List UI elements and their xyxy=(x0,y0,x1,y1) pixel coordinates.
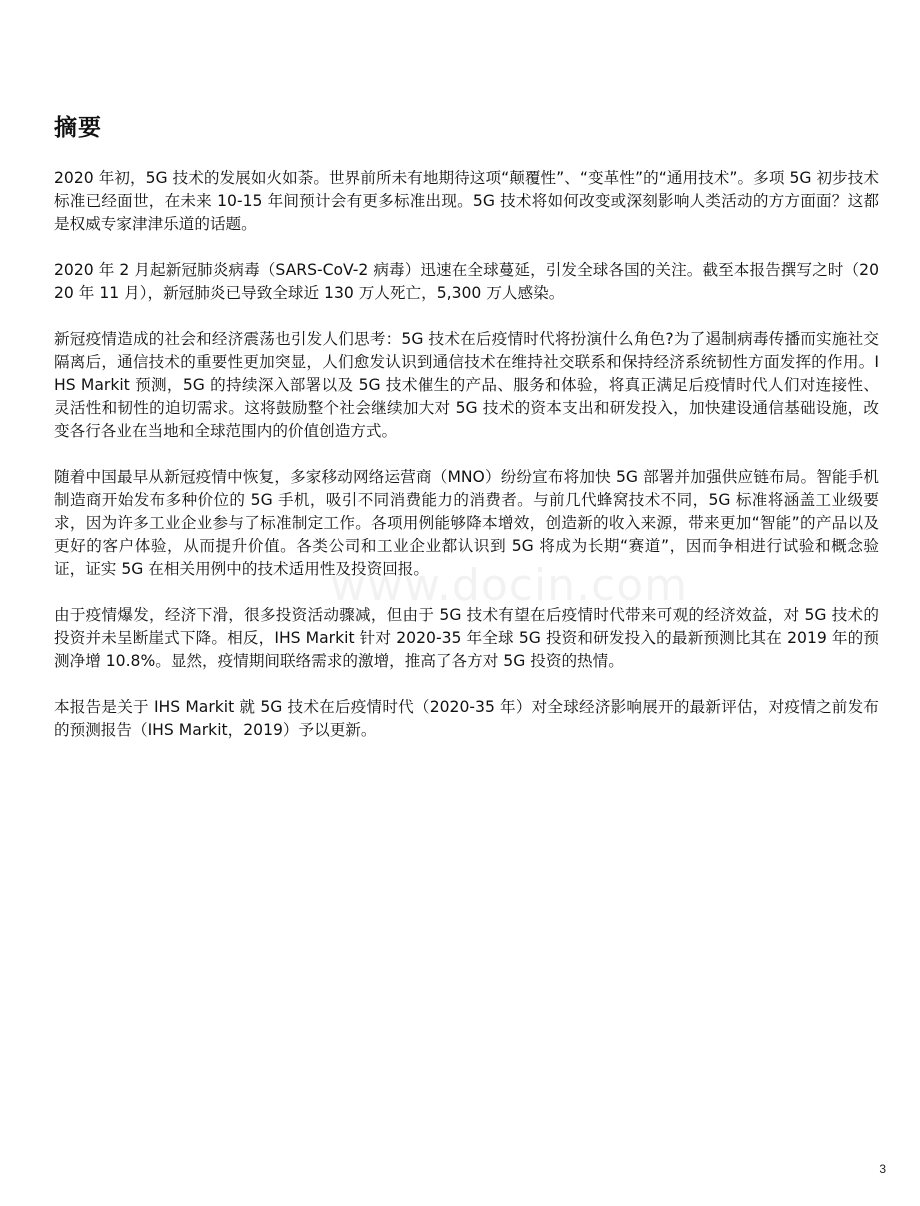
paragraph-2: 2020 年 2 月起新冠肺炎病毒（SARS-CoV-2 病毒）迅速在全球蔓延，引发全球各国的关注。截至本报告撰写之时（2020 年 11 月），新冠肺炎已导致全球近 130 万人死亡，5,300 万人感染。 xyxy=(54,261,879,302)
body-text xyxy=(54,167,879,765)
page-number: 3 xyxy=(879,1162,886,1176)
paragraph-1: 2020 年初，5G 技术的发展如火如荼。世界前所未有地期待这项“颠覆性”、“变革性”的“通用技术”。多项 5G 初步技术标准已经面世，在未来 10-15 年间预计会有更多标准出现。5G 技术将如何改变或深刻影响人类活动的方方面面？这都是权威专家津津乐道的话题。 xyxy=(54,169,879,233)
watermark: www.docin.com xyxy=(330,560,689,611)
paragraph-4: 随着中国最早从新冠疫情中恢复，多家移动网络运营商（MNO）纷纷宣布将加快 5G 部署并加强供应链布局。智能手机制造商开始发布多种价位的 5G 手机，吸引不同消费能力的消费者。与前几代蜂窝技术不同，5G 标准将涵盖工业级要求，因为许多工业企业参与了标准制定工作。各项用例能够降本增效，创造新的收入来源，带来更加“智能”的产品以及更好的客户体验，从而提升价值。各类公司和工业企业都认识到 5G 将成为长期“赛道”，因而争相进行试验和概念验证，证实 5G 在相关用例中的技术适用性及投资回报。 xyxy=(54,468,879,578)
section-heading: 摘要 xyxy=(54,115,102,141)
paragraph-3: 新冠疫情造成的社会和经济震荡也引发人们思考：5G 技术在后疫情时代将扮演什么角色?为了遏制病毒传播而实施社交隔离后，通信技术的重要性更加突显，人们愈发认识到通信技术在维持社交联系和保持经济系统韧性方面发挥的作用。IHS Markit 预测，5G 的持续深入部署以及 5G 技术催生的产品、服务和体验，将真正满足后疫情时代人们对连接性、灵活性和韧性的迫切需求。这将鼓励整个社会继续加大对 5G 技术的资本支出和研发投入，加快建设通信基础设施，改变各行各业在当地和全球范围内的价值创造方式。 xyxy=(54,330,879,440)
paragraph-6: 本报告是关于 IHS Markit 就 5G 技术在后疫情时代（2020-35 年）对全球经济影响展开的最新评估，对疫情之前发布的预测报告（IHS Markit，2019）予以更新。 xyxy=(54,698,879,739)
paragraph-5: 由于疫情爆发，经济下滑，很多投资活动骤减，但由于 5G 技术有望在后疫情时代带来可观的经济效益，对 5G 技术的投资并未呈断崖式下降。相反，IHS Markit 针对 2020-35 年全球 5G 投资和研发投入的最新预测比其在 2019 年的预测净增 10.8%。显然，疫情期间联络需求的激增，推高了各方对 5G 投资的热情。 xyxy=(54,606,879,670)
